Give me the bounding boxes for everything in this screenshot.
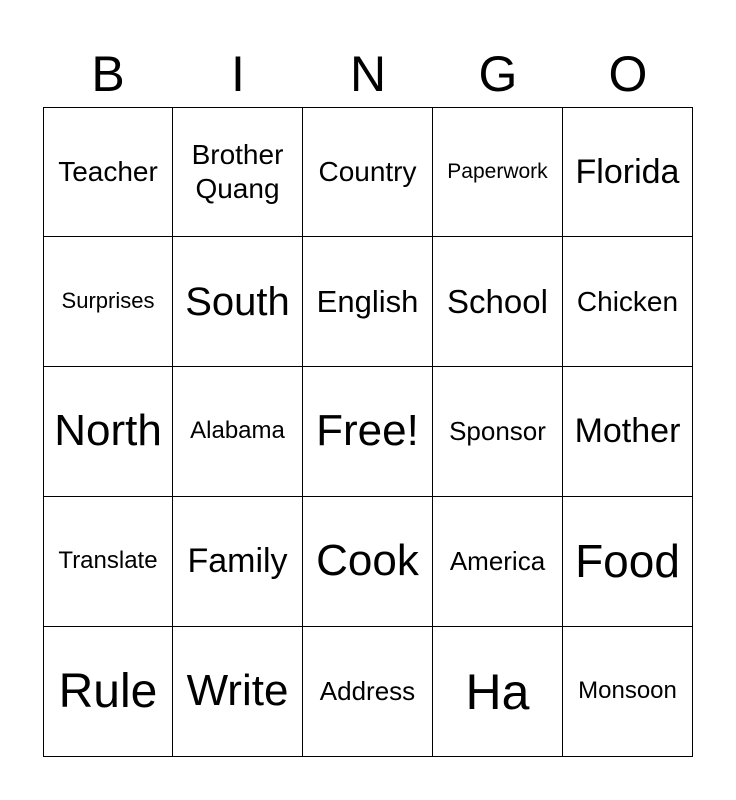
bingo-cell <box>43 367 173 497</box>
bingo-cell <box>433 627 563 757</box>
bingo-cell <box>433 497 563 627</box>
bingo-cell <box>563 107 693 237</box>
bingo-board <box>43 107 693 757</box>
bingo-cell <box>43 497 173 627</box>
bingo-cell <box>173 237 303 367</box>
bingo-cell-text: Paperwork <box>447 160 548 184</box>
bingo-cell <box>173 627 303 757</box>
bingo-cell-text: Monsoon <box>578 677 677 705</box>
bingo-cell <box>43 107 173 237</box>
header-letter-n: N <box>349 46 387 102</box>
bingo-cell <box>563 237 693 367</box>
bingo-cell-text: Ha <box>465 663 530 720</box>
bingo-cell <box>563 627 693 757</box>
bingo-cell-text: English <box>316 283 419 319</box>
bingo-cell <box>43 237 173 367</box>
bingo-cell <box>563 497 693 627</box>
bingo-cell <box>303 627 433 757</box>
bingo-cell-text: Translate <box>58 547 158 575</box>
bingo-cell <box>303 497 433 627</box>
bingo-cell-text: Mother <box>574 412 681 451</box>
bingo-cell <box>563 367 693 497</box>
bingo-cell-text: Free! <box>316 406 419 456</box>
bingo-cell-text: Food <box>575 534 680 587</box>
bingo-cell-text: Rule <box>58 664 158 718</box>
bingo-cell-text: Write <box>186 666 289 716</box>
bingo-cell <box>433 107 563 237</box>
bingo-cell-text: Surprises <box>61 288 155 314</box>
bingo-cell <box>303 367 433 497</box>
bingo-cell-text: Florida <box>575 152 680 191</box>
bingo-cell-text: Alabama <box>190 417 285 445</box>
header-letter-g: G <box>478 46 518 102</box>
bingo-cell <box>433 237 563 367</box>
bingo-cell <box>173 367 303 497</box>
bingo-cell <box>433 367 563 497</box>
bingo-header <box>43 40 693 108</box>
header-letter-o: O <box>608 46 648 102</box>
bingo-cell <box>173 107 303 237</box>
header-letter-i: I <box>231 46 245 102</box>
bingo-cell-text: Brother Quang <box>191 139 284 204</box>
bingo-cell-text: Cook <box>316 536 419 586</box>
bingo-cell-text: Country <box>318 156 417 188</box>
header-letter-b: B <box>91 46 125 102</box>
bingo-cell-text: School <box>447 282 548 320</box>
bingo-cell-text: America <box>449 545 546 576</box>
bingo-cell-text: Sponsor <box>449 415 546 446</box>
bingo-cell-text: Address <box>319 675 416 706</box>
bingo-cell-text: Chicken <box>576 285 679 317</box>
bingo-cell <box>303 107 433 237</box>
bingo-cell-text: North <box>54 406 162 456</box>
bingo-cell <box>43 627 173 757</box>
bingo-cell-text: Teacher <box>58 156 158 188</box>
bingo-cell-text: Family <box>187 542 288 581</box>
bingo-cell-text: South <box>185 279 290 324</box>
bingo-cell <box>173 497 303 627</box>
bingo-cell <box>303 237 433 367</box>
